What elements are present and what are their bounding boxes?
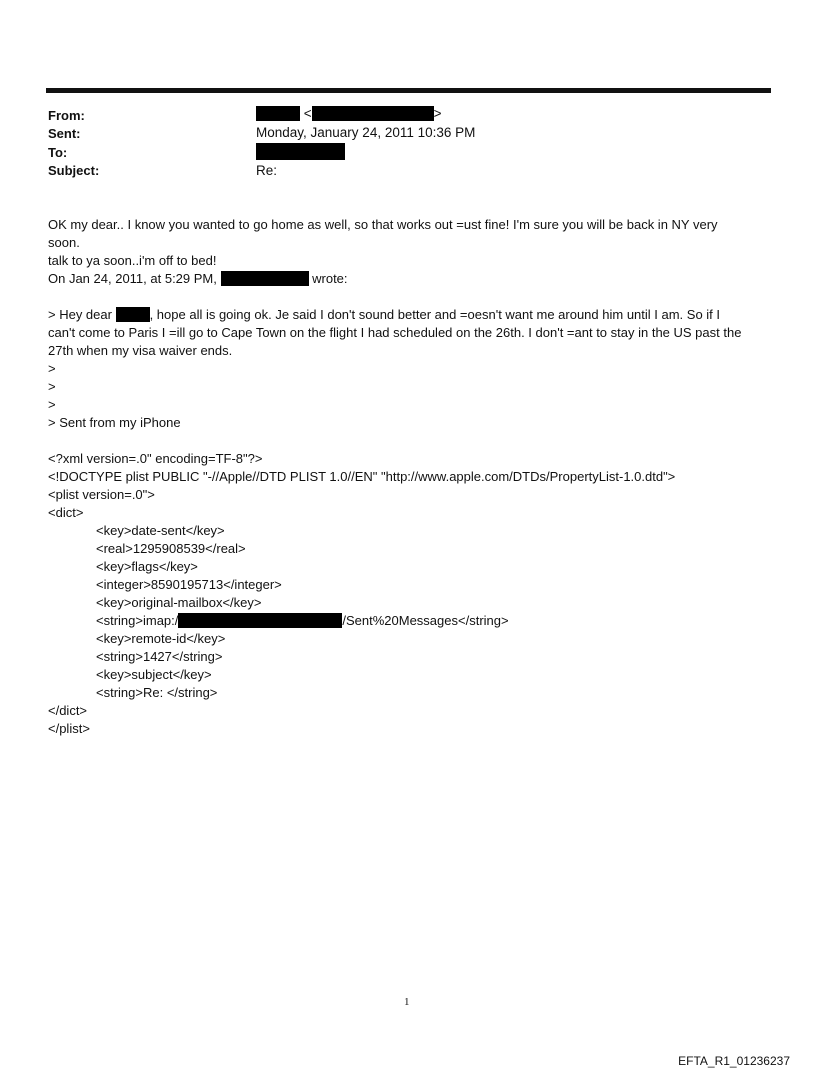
plist-line: <!DOCTYPE plist PUBLIC "-//Apple//DTD PLIST 1.0//EN" "http://www.apple.com/DTDs/PropertyList-1.0.dtd"> <box>48 469 676 484</box>
plist-line: <?xml version=.0" encoding=TF-8"?> <box>48 451 263 466</box>
plist-line: <string>imap:/ /Sent%20Messages</string> <box>96 613 509 628</box>
message-line: talk to ya soon..i'm off to bed! <box>48 253 217 268</box>
from-label: From: <box>48 108 85 123</box>
plist-line: <key>remote-id</key> <box>96 631 226 646</box>
plist-line: <plist version=.0"> <box>48 487 155 502</box>
from-value <box>256 106 442 121</box>
from-close-bracket: > <box>433 106 442 121</box>
plist-line: <string>1427</string> <box>96 649 223 664</box>
to-label: To: <box>48 145 68 160</box>
message-line: soon. <box>48 235 80 250</box>
plist-line: <string>Re: </string> <box>96 685 218 700</box>
quoted-line: > <box>48 361 56 376</box>
plist-line: <key>original-mailbox</key> <box>96 595 262 610</box>
from-open-bracket: < <box>303 106 312 121</box>
redaction-box <box>221 271 309 286</box>
quoted-line: > Sent from my iPhone <box>48 415 181 430</box>
quoted-line: > Hey dear , hope all is going ok. Je said I don't sound better and =oesn't want me around him until I am. So if I <box>48 307 721 322</box>
header-rule <box>46 88 771 93</box>
message-body <box>48 216 773 738</box>
sent-label: Sent: <box>48 126 81 141</box>
page-number: 1 <box>404 996 410 1008</box>
redaction-box <box>116 307 150 322</box>
attribution-line: On Jan 24, 2011, at 5:29 PM, wrote: <box>48 271 348 286</box>
subject-label: Subject: <box>48 163 100 178</box>
plist-line: </dict> <box>48 703 88 718</box>
plist-line: <key>date-sent</key> <box>96 523 225 538</box>
plist-line: <dict> <box>48 505 84 520</box>
plist-line: <key>flags</key> <box>96 559 198 574</box>
quoted-line: > <box>48 397 56 412</box>
quoted-line: can't come to Paris I =ill go to Cape Town on the flight I had scheduled on the 26th. I don't =ant to stay in the US past the <box>48 325 742 340</box>
to-value <box>256 143 345 160</box>
plist-line: </plist> <box>48 721 90 736</box>
redaction-box <box>256 143 345 160</box>
redaction-box <box>178 613 342 628</box>
plist-line: <real>1295908539</real> <box>96 541 246 556</box>
redaction-box <box>312 106 434 121</box>
quoted-line: > <box>48 379 56 394</box>
message-line: OK my dear.. I know you wanted to go home as well, so that works out =ust fine! I'm sure you will be back in NY very <box>48 217 718 232</box>
quoted-line: 27th when my visa waiver ends. <box>48 343 233 358</box>
subject-value: Re: <box>256 163 278 178</box>
bates-stamp: EFTA_R1_01236237 <box>678 1054 790 1068</box>
redaction-box <box>256 106 300 121</box>
plist-line: <key>subject</key> <box>96 667 212 682</box>
sent-value: Monday, January 24, 2011 10:36 PM <box>256 125 476 140</box>
plist-line: <integer>8590195713</integer> <box>96 577 282 592</box>
